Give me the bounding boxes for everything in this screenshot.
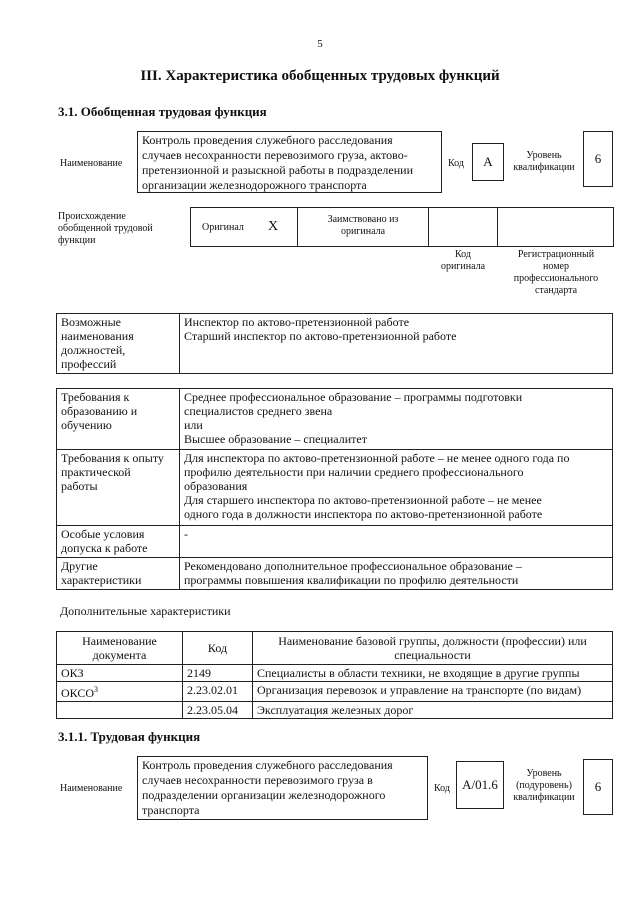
origin-original-mark: X — [268, 219, 279, 234]
table-row-name: Специалисты в области техники, не входящие в другие группы — [253, 665, 613, 682]
s31-name-line: Контроль проведения служебного расследования — [142, 133, 393, 147]
origin-code-caption: Код оригинала — [440, 249, 486, 272]
s31-level-value: 6 — [594, 151, 602, 166]
positions-value: Инспектор по актово-претензионной работе Старший инспектор по актово-претензионной работе — [180, 314, 613, 374]
positions-label: Возможные наименования должностей, профессий — [57, 314, 180, 374]
positions-table — [56, 313, 613, 374]
s311-name-box — [137, 756, 428, 820]
origin-reg-caption: Регистрационный номер профессионального стандарта — [513, 249, 599, 296]
section-title: III. Характеристика обобщенных трудовых функций — [140, 68, 500, 84]
origin-label: Происхождение обобщенной трудовой функции — [58, 211, 153, 246]
s311-level-label: Уровень (подуровень) квалификации — [513, 768, 575, 803]
s31-code-value: A — [483, 154, 493, 169]
req-experience-value: Для инспектора по актово-претензионной работе – не менее одного года по профилю деятельности при наличии среднего профессионального образования Для старшего инспектора по актово-претензионной работе – не менее одного года в должности инспектора по актово-претензионной работе — [180, 450, 613, 526]
table-row-code: 2.23.05.04 — [183, 702, 253, 719]
additional-table — [56, 631, 613, 719]
s311-code-value: A/01.6 — [462, 777, 498, 792]
s31-name-label: Наименование — [60, 158, 123, 169]
table-row-name: Эксплуатация железных дорог — [253, 702, 613, 719]
req-education-value: Среднее профессиональное образование – программы подготовки специалистов среднего звена или Высшее образование – специалитет — [180, 389, 613, 450]
table-row-name: Организация перевозок и управление на транспорте (по видам) — [253, 682, 613, 702]
page-number: 5 — [317, 38, 323, 50]
req-other-value: Рекомендовано дополнительное профессиональное образование – программы повышения квалификации по профилю деятельности — [180, 558, 613, 590]
s311-name-line: Контроль проведения служебного расследования — [142, 758, 393, 772]
s311-name-line: подразделении организации железнодорожного — [142, 788, 386, 802]
s31-name-line: организации железнодорожного транспорта — [142, 178, 367, 192]
s311-name-label: Наименование — [60, 783, 123, 794]
s311-name-line: случаев несохранности перевозимого груза в — [142, 773, 373, 787]
s311-code-label: Код — [434, 783, 450, 794]
origin-borrowed-label: Заимствовано из оригинала — [327, 214, 399, 237]
additional-header-name: Наименование базовой группы, должности (профессии) или специальности — [253, 632, 613, 665]
requirements-table — [56, 388, 613, 590]
req-other-label: Другие характеристики — [57, 558, 180, 590]
s31-level-label: Уровень квалификации — [513, 150, 575, 173]
s311-level-value: 6 — [594, 779, 602, 794]
s31-name-line: претензионной и разыскной работы в подразделении — [142, 163, 414, 177]
footnote-mark: 3 — [94, 685, 99, 694]
table-row-doc — [57, 702, 183, 719]
s31-level-box — [583, 131, 613, 187]
req-experience-label: Требования к опыту практической работы — [57, 450, 180, 526]
table-row-doc: ОКЗ — [57, 665, 183, 682]
s31-code-box — [472, 143, 504, 181]
additional-title: Дополнительные характеристики — [60, 604, 231, 618]
s311-level-box — [583, 759, 613, 815]
additional-header-code: Код — [183, 632, 253, 665]
s311-name-line: транспорта — [142, 803, 200, 817]
s31-name-box — [137, 131, 442, 193]
req-education-label: Требования к образованию и обучению — [57, 389, 180, 450]
section-3-1-heading: 3.1. Обобщенная трудовая функция — [58, 104, 267, 119]
table-row-code: 2.23.02.01 — [183, 682, 253, 702]
table-row-code: 2149 — [183, 665, 253, 682]
s31-name-line: случаев несохранности перевозимого груза, актово- — [142, 148, 408, 162]
section-3-1-1-heading: 3.1.1. Трудовая функция — [58, 729, 201, 744]
origin-original-label: Оригинал — [202, 222, 244, 233]
table-row-doc: ОКСО$^3$ — [57, 682, 183, 702]
req-special-label: Особые условия допуска к работе — [57, 526, 180, 558]
s311-code-box — [456, 761, 504, 809]
s31-code-label: Код — [448, 158, 464, 169]
req-special-value: - — [180, 526, 613, 558]
additional-header-doc: Наименование документа — [57, 632, 183, 665]
